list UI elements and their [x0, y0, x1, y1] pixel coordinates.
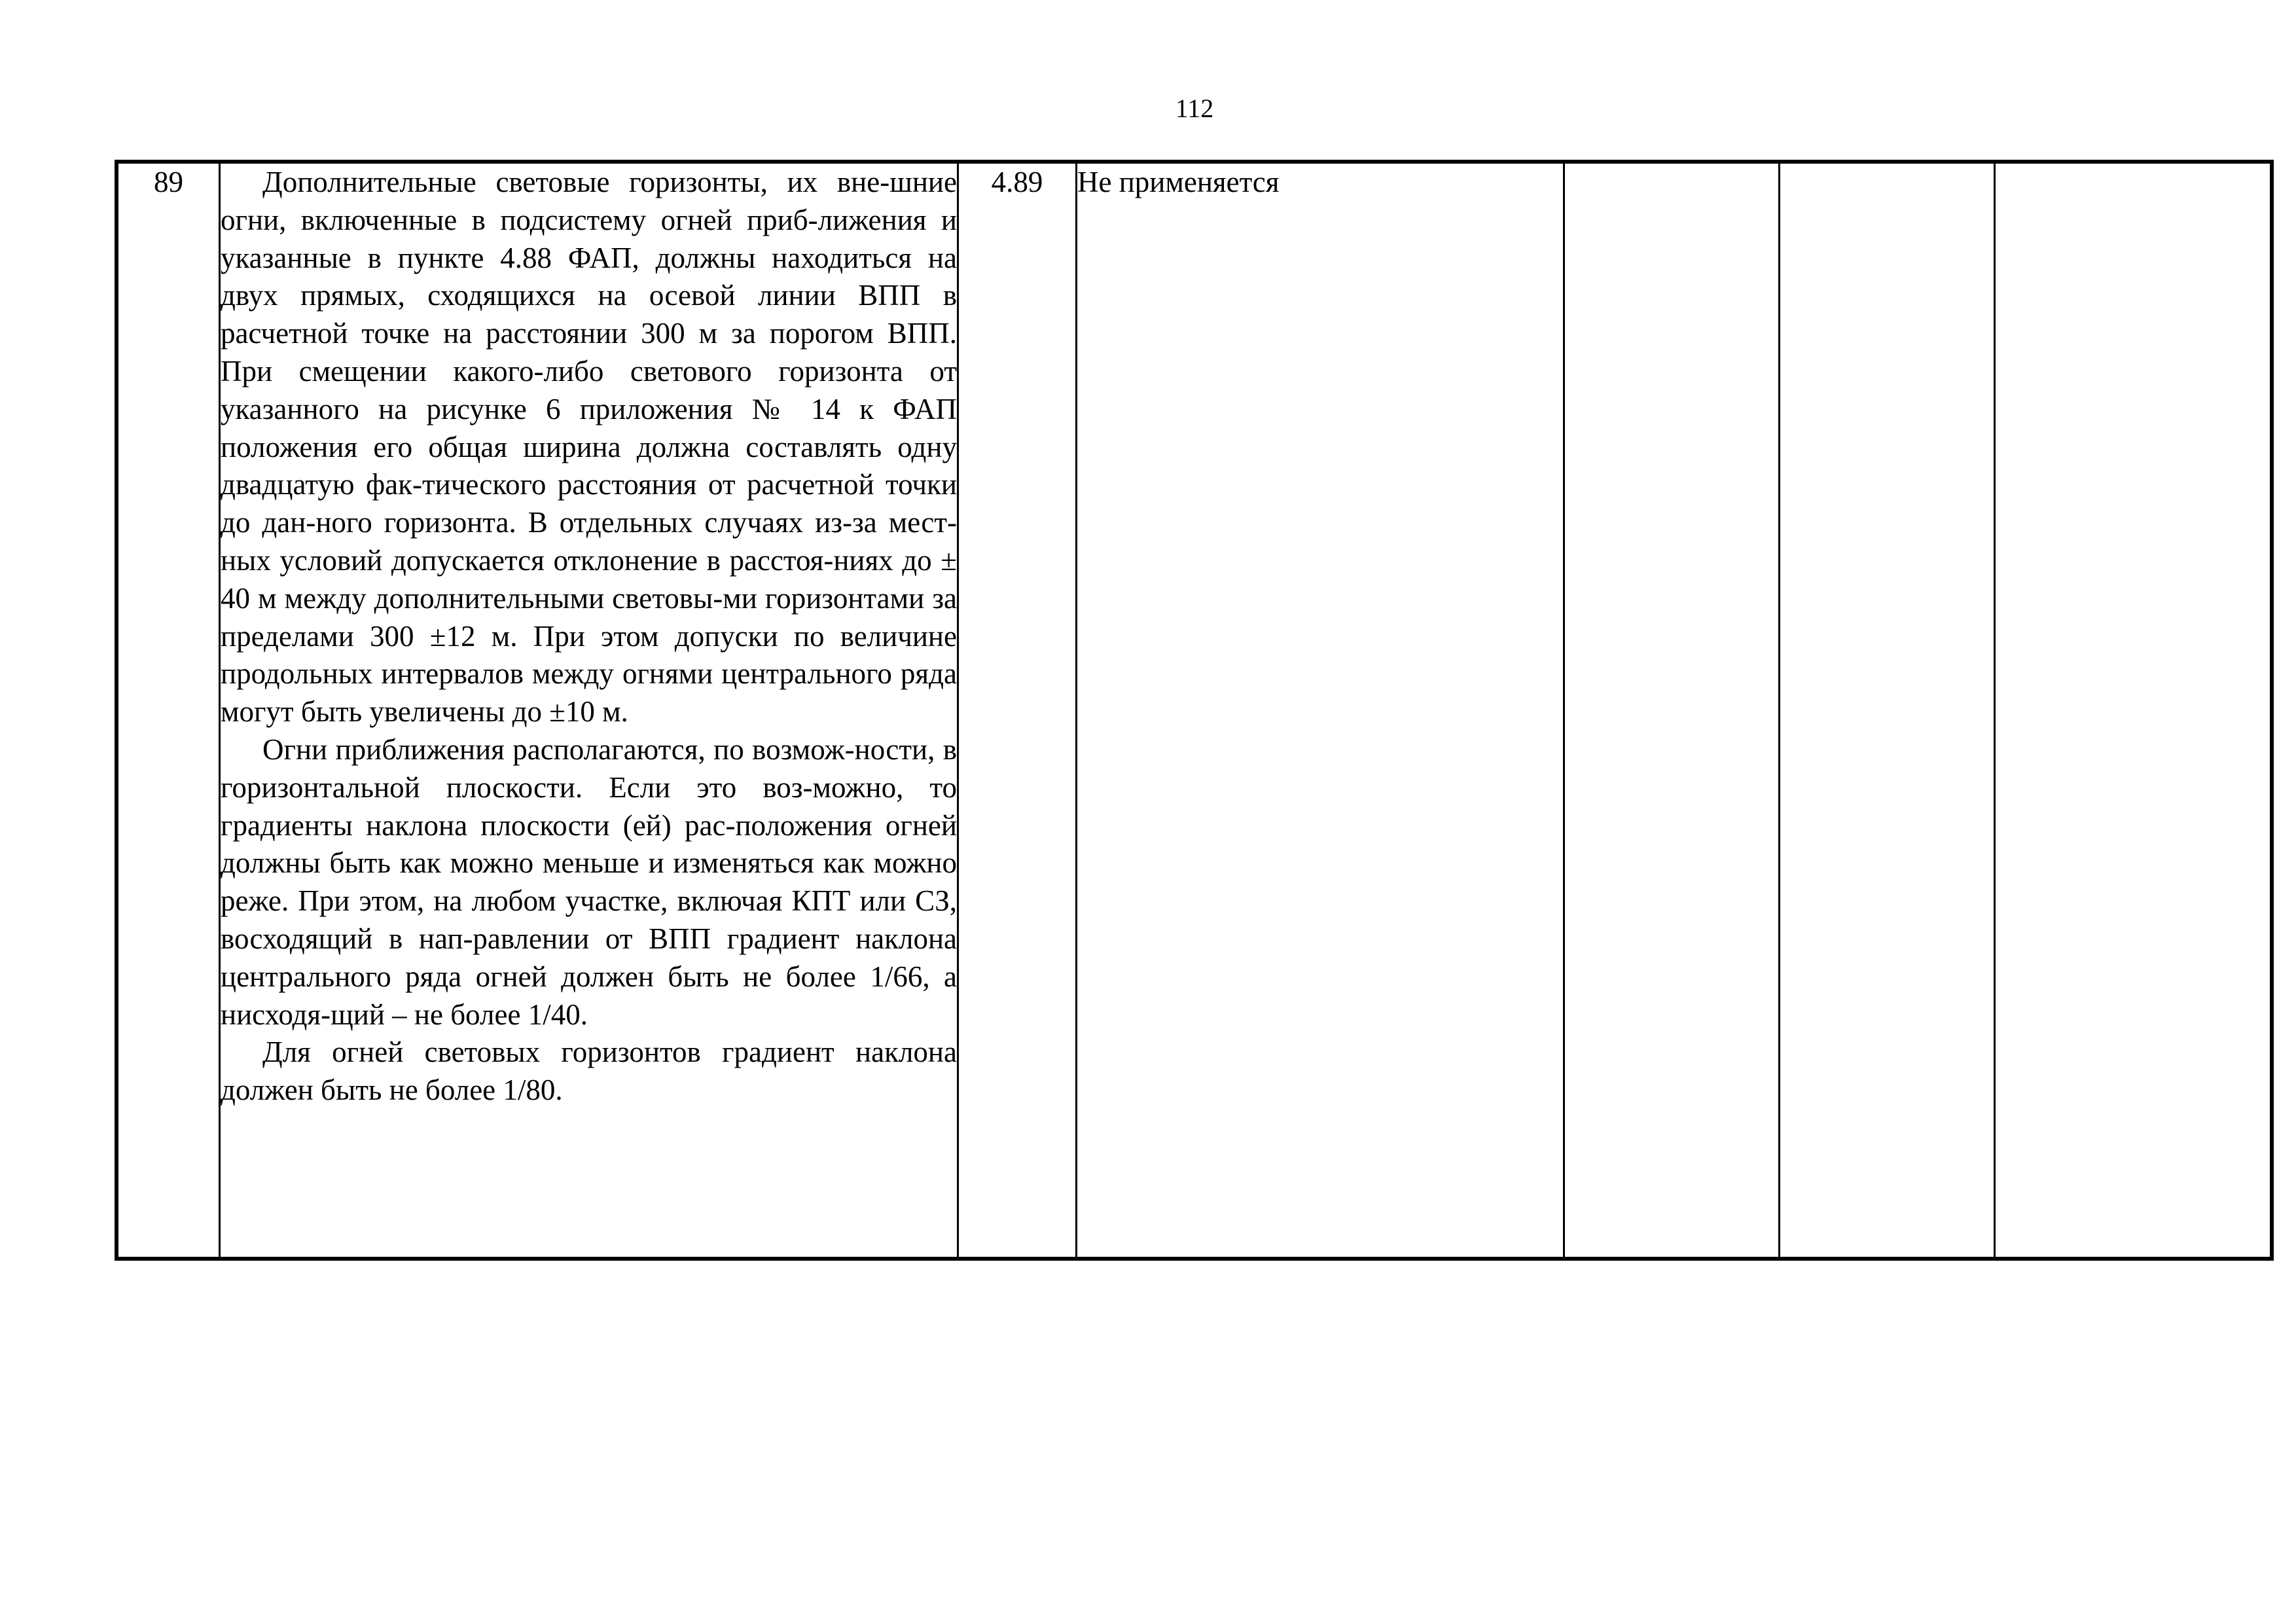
requirements-table	[115, 160, 2274, 1261]
requirement-paragraph: Огни приближения располагаются, по возмож-ности, в горизонтальной плоскости. Если это воз-можно, то градиенты наклона плоскости (ей) рас-положения огней должны быть как можно меньше и изменяться как можно реже. При этом, на любом участке, включая КПТ или СЗ, восходящий в нап-равлении от ВПП градиент наклона центрального ряда огней должен быть не более 1/66, а нисходя-щий – не более 1/40.	[221, 732, 957, 1031]
requirement-paragraph: Для огней световых горизонтов градиент наклона должен быть не более 1/80.	[221, 1036, 957, 1107]
row-number-cell: 89	[117, 162, 220, 1259]
requirement-paragraph: Дополнительные световые горизонты, их вне-шние огни, включенные в подсистему огней приб-лижения и указанные в пункте 4.88 ФАП, должны находиться на двух прямых, сходящихся на осевой линии ВПП в расчетной точке на расстоянии 300 м за порогом ВПП. При смещении какого-либо светового горизонта от указанного на рисунке 6 приложения № 14 к ФАП положения его общая ширина должна составлять одну двадцатую фак-тического расстояния от расчетной точки до дан-ного горизонта. В отдельных случаях из-за мест-ных условий допускается отклонение в расстоя-ниях до ± 40 м между дополнительными световы-ми горизонтами за пределами 300 ±12 м. При этом допуски по величине продольных интервалов между огнями центрального ряда могут быть увеличены до ±10 м.	[221, 166, 957, 729]
empty-cell-7	[1995, 162, 2272, 1259]
reference-cell: 4.89	[958, 162, 1077, 1259]
status-cell: Не применяется	[1077, 162, 1564, 1259]
requirement-cell	[220, 162, 958, 1259]
table-row	[117, 162, 2272, 1259]
page-number: 112	[1175, 94, 1214, 123]
empty-cell-6	[1780, 162, 1995, 1259]
empty-cell-5	[1564, 162, 1780, 1259]
